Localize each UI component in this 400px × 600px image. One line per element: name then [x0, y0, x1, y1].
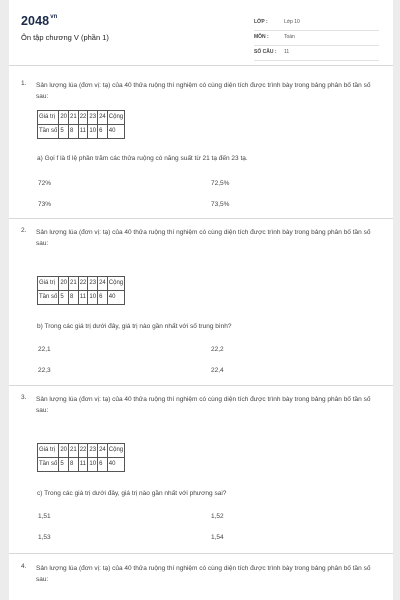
table-cell: 20	[59, 277, 69, 291]
answer-option-c[interactable]: 1,53	[38, 534, 51, 541]
meta-value: 11	[284, 49, 290, 55]
question-number: 3.	[21, 394, 27, 401]
brand-logo[interactable]: $2048^{vn}$	[21, 14, 58, 28]
table-cell: 8	[69, 291, 79, 305]
divider	[9, 218, 393, 219]
table-cell: 5	[59, 458, 69, 472]
table-cell: 11	[78, 458, 88, 472]
table-cell: 10	[88, 458, 98, 472]
table-cell: 10	[88, 125, 98, 139]
table-cell: Giá trị	[38, 277, 59, 291]
meta-value: Lớp 10	[284, 19, 300, 25]
table-cell: 22	[78, 444, 88, 458]
frequency-table	[37, 276, 125, 305]
sub-question: a) Gọi f là tỉ lệ phần trăm các thửa ruộng có năng suất từ 21 tạ đến 23 tạ.	[37, 155, 248, 162]
table-cell: 23	[88, 277, 98, 291]
question-stem: Sản lượng lúa (đơn vị: tạ) của 40 thửa ruộng thí nghiệm có cùng diện tích được trình bày trong bảng phân bố tần số sau:	[36, 82, 371, 100]
table-cell: 40	[107, 291, 124, 305]
table-cell: 21	[69, 111, 79, 125]
table-cell: 23	[88, 111, 98, 125]
question-stem: Sản lượng lúa (đơn vị: tạ) của 40 thửa ruộng thí nghiệm có cùng diện tích được trình bày trong bảng phân bố tần số sau:	[36, 565, 371, 583]
table-cell: 6	[98, 458, 108, 472]
table-cell: 8	[69, 125, 79, 139]
table-cell: Cộng	[107, 444, 124, 458]
answer-option-b[interactable]: 22,2	[211, 346, 224, 353]
table-row	[38, 111, 125, 125]
table-cell: Giá trị	[38, 444, 59, 458]
sub-question: b) Trong các giá trị dưới đây, giá trị nào gần nhất với số trung bình?	[37, 323, 232, 330]
meta-label: MÔN :	[254, 34, 269, 40]
answer-option-d[interactable]: 22,4	[211, 367, 224, 374]
divider	[9, 553, 393, 554]
table-cell: 20	[59, 111, 69, 125]
worksheet-header	[9, 0, 393, 62]
table-cell: 24	[98, 277, 108, 291]
answer-option-b[interactable]: 1,52	[211, 513, 224, 520]
table-row	[38, 458, 125, 472]
table-cell: 40	[107, 125, 124, 139]
table-cell: 24	[98, 111, 108, 125]
answer-option-c[interactable]: 22,3	[38, 367, 51, 374]
table-cell: Tần số	[38, 291, 59, 305]
table-row	[38, 291, 125, 305]
table-cell: Tần số	[38, 458, 59, 472]
table-cell: 24	[98, 444, 108, 458]
table-cell: Giá trị	[38, 111, 59, 125]
table-cell: Cộng	[107, 111, 124, 125]
table-cell: 22	[78, 111, 88, 125]
table-cell: 20	[59, 444, 69, 458]
worksheet-page	[9, 0, 393, 600]
frequency-table	[37, 443, 125, 472]
table-cell: 23	[88, 444, 98, 458]
question-stem: Sản lượng lúa (đơn vị: tạ) của 40 thửa ruộng thí nghiệm có cùng diện tích được trình bày trong bảng phân bố tần số sau:	[36, 396, 371, 414]
table-row	[38, 444, 125, 458]
sub-question: c) Trong các giá trị dưới đây, giá trị nào gần nhất với phương sai?	[37, 490, 227, 497]
answer-option-d[interactable]: 1,54	[211, 534, 224, 541]
divider	[9, 385, 393, 386]
question-stem: Sản lượng lúa (đơn vị: tạ) của 40 thửa ruộng thí nghiệm có cùng diện tích được trình bày trong bảng phân bố tần số sau:	[36, 229, 371, 247]
table-cell: 5	[59, 291, 69, 305]
answer-option-a[interactable]: 72%	[38, 180, 52, 187]
table-cell: 10	[88, 291, 98, 305]
table-cell: 8	[69, 458, 79, 472]
meta-label: LỚP :	[254, 19, 268, 25]
meta-question-count	[254, 47, 379, 61]
question-number: 4.	[21, 563, 27, 570]
table-cell: 5	[59, 125, 69, 139]
table-cell: 11	[78, 125, 88, 139]
frequency-table	[37, 110, 125, 139]
meta-value: Toán	[284, 34, 295, 40]
divider	[9, 65, 393, 66]
answer-option-d[interactable]: 73,5%	[211, 201, 230, 208]
table-cell: 6	[98, 125, 108, 139]
table-cell: 11	[78, 291, 88, 305]
meta-subject	[254, 32, 379, 46]
question-number: 1.	[21, 80, 27, 87]
table-cell: 21	[69, 277, 79, 291]
table-row	[38, 277, 125, 291]
table-cell: Tần số	[38, 125, 59, 139]
meta-class	[254, 17, 379, 31]
table-cell: 40	[107, 458, 124, 472]
answer-option-b[interactable]: 72,5%	[211, 180, 230, 187]
brand-logo-suffix: vn	[50, 14, 58, 20]
worksheet-meta	[254, 17, 379, 62]
meta-label: SỐ CÂU :	[254, 49, 277, 55]
answer-option-a[interactable]: 1,51	[38, 513, 51, 520]
page-title: Ôn tập chương V (phần 1)	[21, 33, 109, 42]
table-cell: 21	[69, 444, 79, 458]
answer-option-a[interactable]: 22,1	[38, 346, 51, 353]
answer-option-c[interactable]: 73%	[38, 201, 52, 208]
table-cell: Cộng	[107, 277, 124, 291]
table-cell: 22	[78, 277, 88, 291]
table-cell: 6	[98, 291, 108, 305]
question-number: 2.	[21, 227, 27, 234]
table-row	[38, 125, 125, 139]
